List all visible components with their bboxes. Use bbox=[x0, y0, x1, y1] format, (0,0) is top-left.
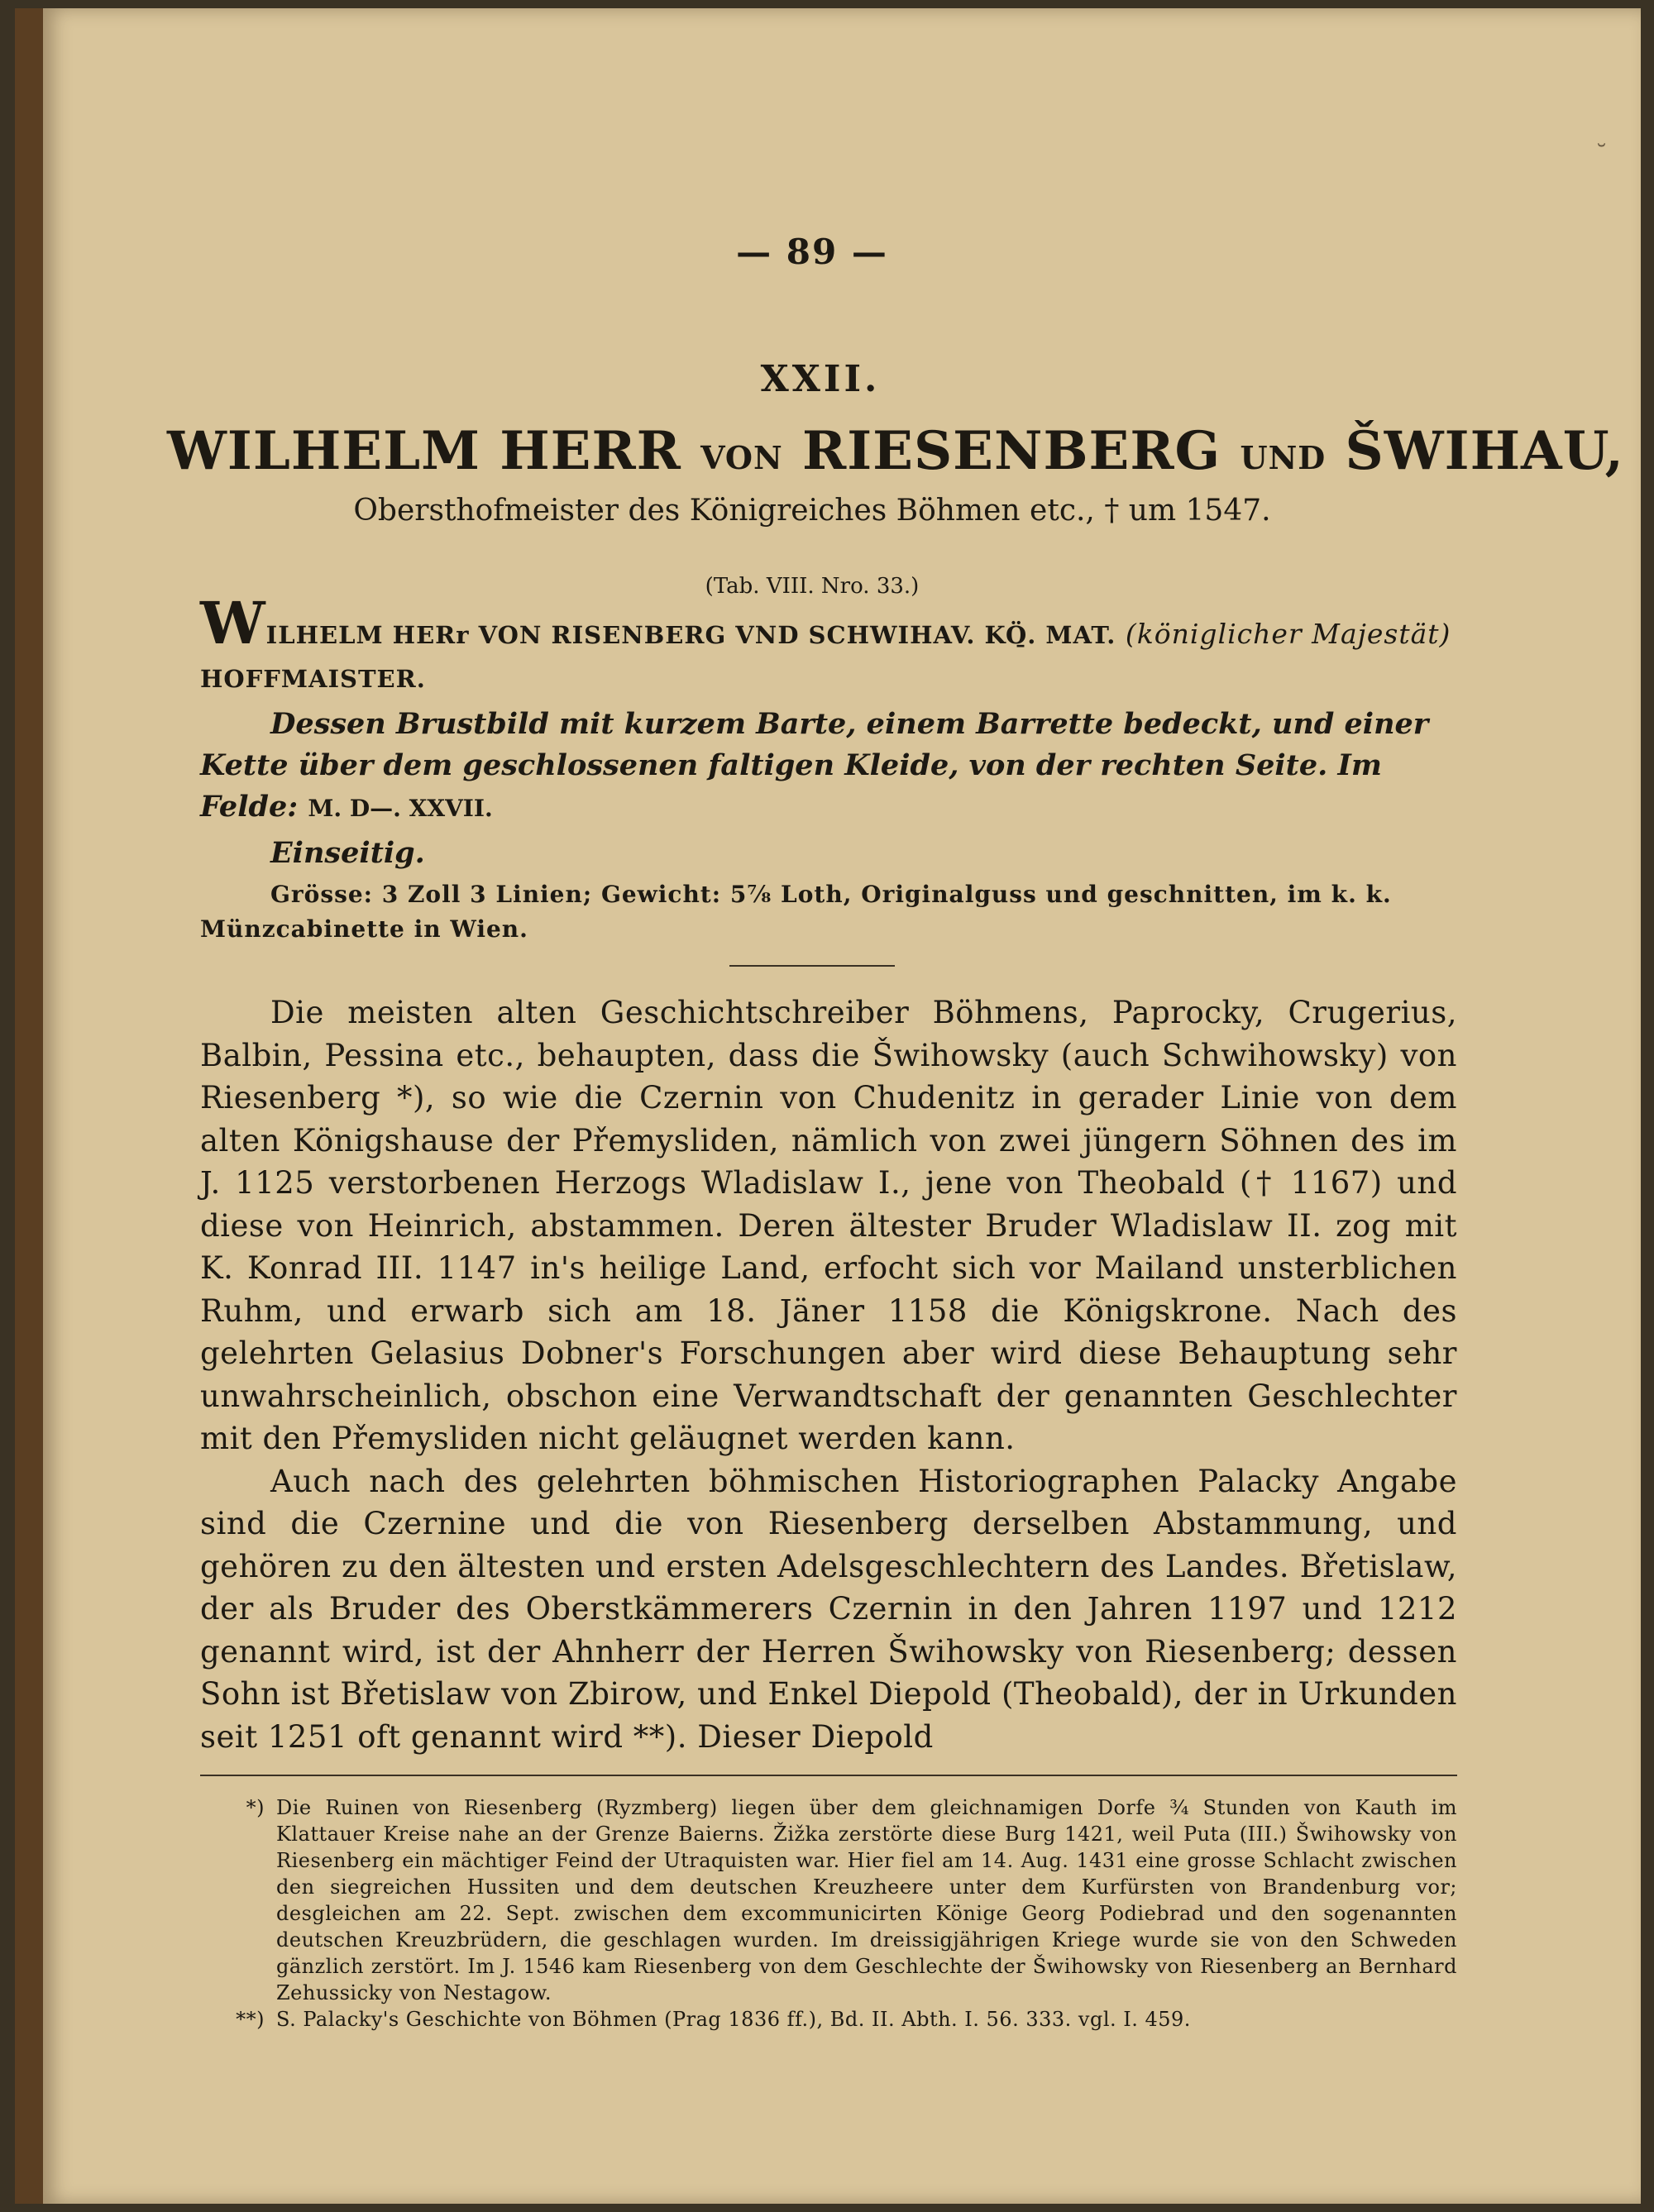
page-content bbox=[167, 232, 1624, 2033]
title-part1: WILHELM HERR bbox=[167, 420, 681, 482]
medal-inscription bbox=[200, 589, 1457, 700]
footnote-divider bbox=[200, 1775, 1457, 1776]
footnote-text: Die Ruinen von Riesenberg (Ryzmberg) liegen über dem gleichnamigen Dorfe ¾ Stunden von Kauth im Klattauer Kreise nahe an der Grenze Baierns. Žižka zerstörte diese Burg 1421, weil Puta (III.) Šwihowsky von Riesenberg ein mächtiger Feind der Utraquisten war. Hier fiel am 14. Aug. 1431 eine grosse Schlacht zwischen den siegreichen Hussiten und dem deutschen Kreuzheere unter dem Kurfürsten von Brandenburg vor; desgleichen am 22. Sept. zwischen dem excommunicirten Könige Georg Podiebrad und den sogenannten deutschen Kreuzbrüdern, die geschlagen wurden. Im dreissigjährigen Kriege wurde sie von den Schweden gänzlich zerstört. Im J. 1546 kam Riesenberg von dem Geschlechte der Šwihowsky von Riesenberg an Bernhard Zehussicky von Nestagow. bbox=[276, 1796, 1457, 2004]
title-part2: RIESENBERG bbox=[802, 420, 1221, 482]
tab-reference: (Tab. VIII. Nro. 33.) bbox=[705, 574, 920, 599]
section-divider bbox=[729, 965, 895, 967]
book-page bbox=[15, 8, 1641, 2204]
inscription-caps: ILHELM HERr VON RISENBERG VND SCHWIHAV. KÖ̱. MAT. bbox=[265, 621, 1116, 649]
title-und: UND bbox=[1240, 439, 1327, 476]
title-von: VON bbox=[700, 439, 783, 476]
paragraph-2: Auch nach des gelehrten böhmischen Historiographen Palacky Angabe sind die Czernine und die von Riesenberg derselben Abstammung, und gehören zu den ältesten und ersten Adelsgeschlechtern des Landes. Břetislaw, der als Bruder des Oberstkämmerers Czernin in den Jahren 1197 und 1212 genannt wird, ist der Ahnherr der Herren Šwihowsky von Riesenberg; dessen Sohn ist Břetislaw von Zbirow, und Enkel Diepold (Theobald), der in Urkunden seit 1251 oft genannt wird **). Dieser Diepold bbox=[200, 1463, 1457, 1755]
description-text: Dessen Brustbild mit kurzem Barte, einem Barrette bedeckt, und einer Kette über dem geschlossenen faltigen Kleide, von der rechten Seite. Im Felde: bbox=[200, 707, 1429, 824]
section-number: XXII. bbox=[760, 358, 881, 400]
dropcap: W bbox=[200, 589, 266, 657]
paragraph-1: Die meisten alten Geschichtschreiber Böhmens, Paprocky, Crugerius, Balbin, Pessina etc., behaupten, dass die Šwihowsky (auch Schwihowsky) von Riesenberg *), so wie die Czernin von Chudenitz in gerader Linie von dem alten Königshause der Přemysliden, nämlich von zwei jüngern Söhnen des im J. 1125 verstorbenen Herzogs Wladislaw I., jene von Theobald († 1167) und diese von Heinrich, abstammen. Deren ältester Bruder Wladislaw II. zog mit K. Konrad III. 1147 in's heilige Land, erfocht sich vor Mailand unsterblichen Ruhm, und erwarb sich am 18. Jäner 1158 die Königskrone. Nach des gelehrten Gelasius Dobner's Forschungen aber wird diese Behauptung sehr unwahrscheinlich, obschon eine Verwandtschaft der genannten Geschlechter mit den Přemysliden nicht geläugnet werden kann. bbox=[200, 995, 1457, 1456]
medal-description bbox=[200, 704, 1457, 829]
footnote-mark: **) bbox=[236, 2008, 265, 2031]
page-title bbox=[167, 420, 1624, 482]
page-number: — 89 — bbox=[736, 232, 888, 272]
inscription-gloss: (königlicher Majestät) bbox=[1125, 618, 1451, 650]
footnote-mark: *) bbox=[246, 1796, 265, 1819]
einseitig-label: Einseitig. bbox=[270, 836, 425, 870]
footnote-1 bbox=[200, 1794, 1457, 2006]
footnotes bbox=[200, 1794, 1457, 2033]
footnote-2 bbox=[200, 2006, 1457, 2033]
body-text bbox=[200, 991, 1457, 1758]
footnote-text: S. Palacky's Geschichte von Böhmen (Prag 1836 ff.), Bd. II. Abth. I. 56. 333. vgl. I. 459. bbox=[276, 2008, 1191, 2031]
description-field: M. D—. XXVII. bbox=[308, 795, 493, 822]
title-part3: ŠWIHAU, bbox=[1345, 420, 1624, 482]
medal-size-weight: Grösse: 3 Zoll 3 Linien; Gewicht: 5⅞ Loth, Originalguss und geschnitten, im k. k. Münzcabinette in Wien. bbox=[200, 881, 1392, 943]
inscription-caps-2: HOFFMAISTER. bbox=[200, 665, 426, 693]
subtitle: Obersthofmeister des Königreiches Böhmen etc., † um 1547. bbox=[353, 494, 1271, 528]
pencil-mark: ˘ bbox=[1595, 141, 1608, 170]
